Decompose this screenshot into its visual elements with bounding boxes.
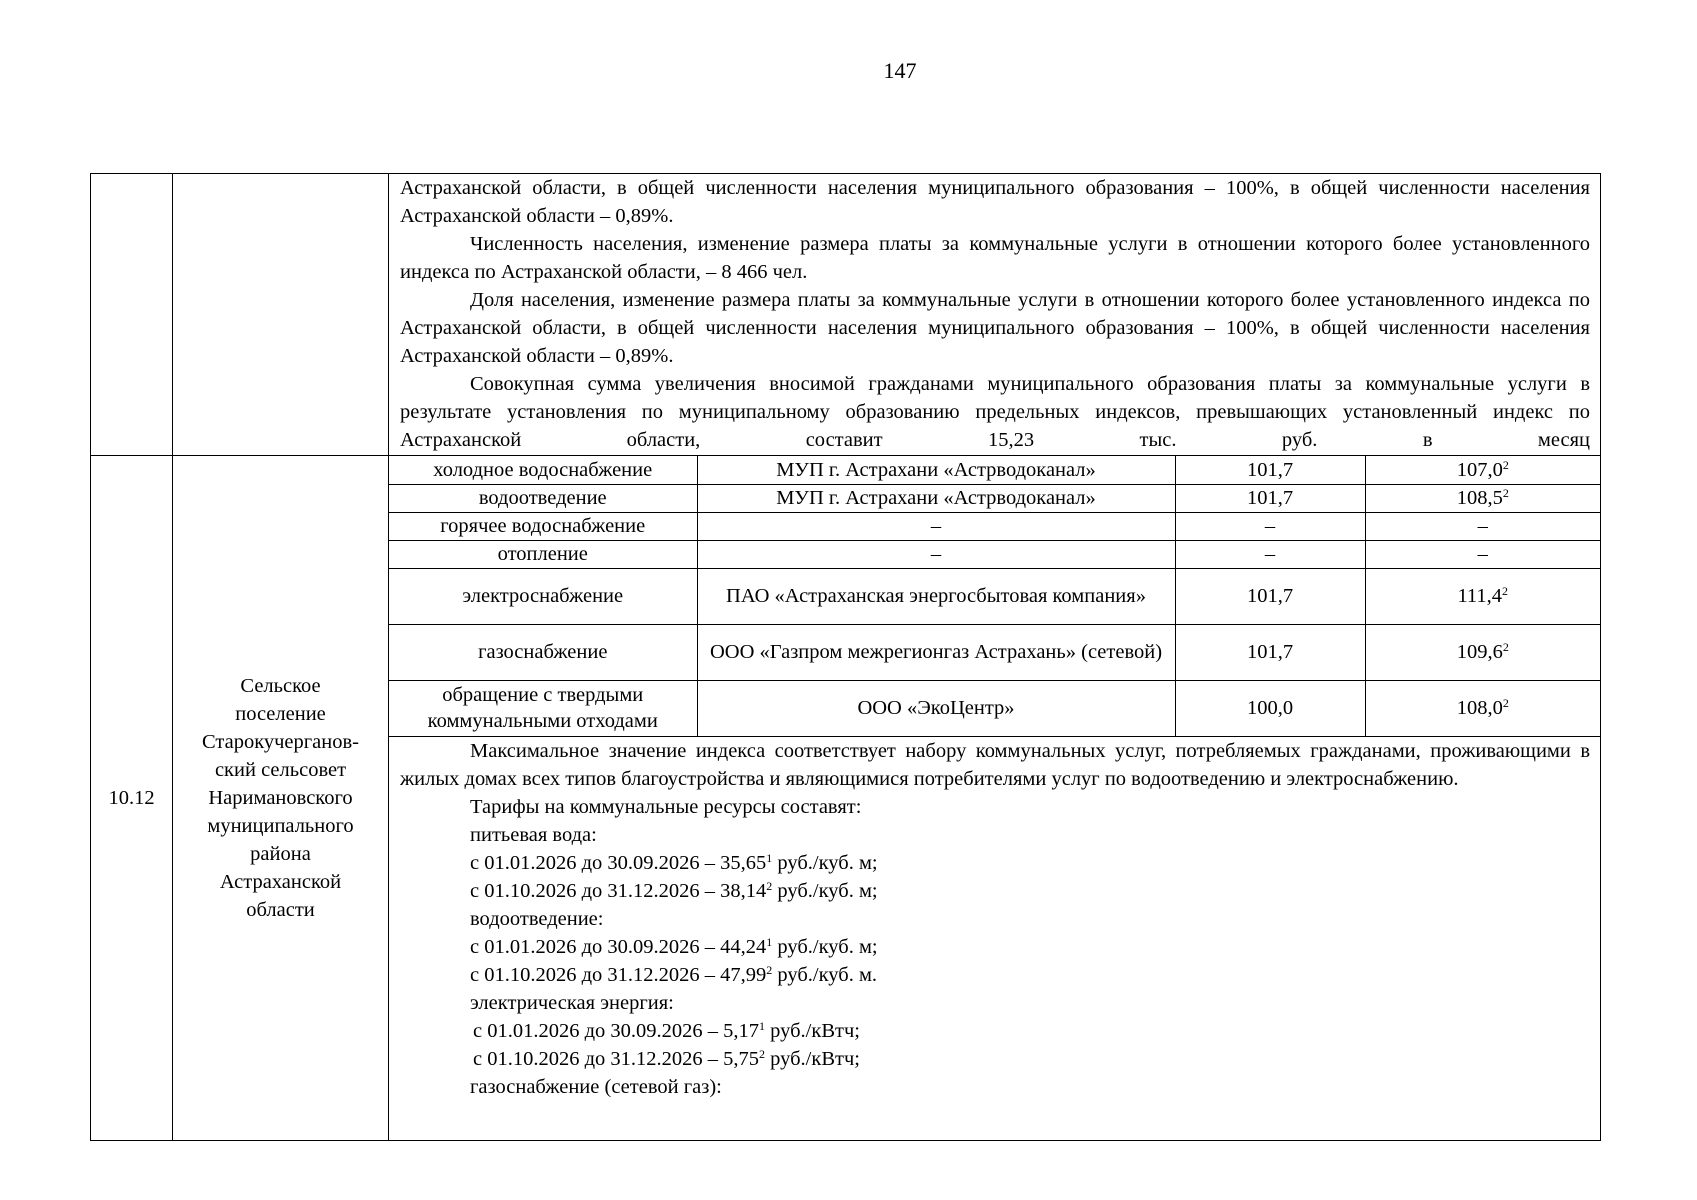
service-index2	[1365, 540, 1600, 568]
service-row	[389, 568, 1600, 624]
tariff-unit: руб./кВтч;	[765, 1047, 860, 1070]
index2-value: 109,6	[1456, 641, 1503, 663]
index2-value: 108,0	[1456, 697, 1503, 719]
service-provider: ООО «ЭкоЦентр»	[697, 680, 1175, 736]
service-index1: 101,7	[1175, 568, 1365, 624]
footnote-mark: 2	[1502, 584, 1509, 598]
tariff-line	[400, 1017, 1590, 1045]
footnote-mark: 1	[766, 850, 773, 865]
footnote-mark: 2	[1502, 640, 1509, 654]
tariff-line	[400, 933, 1590, 961]
municipality-line: муниципального	[207, 815, 354, 837]
paragraph: Совокупная сумма увеличения вносимой гражданами муниципального образования платы за коммунальные услуги в результате установления по муниципальному образованию предельных индексов, превышающих установленный индекс по Астраханской области, составит 15,23 тыс. руб. в месяц	[400, 373, 1590, 451]
tariff-table	[90, 173, 1601, 1141]
footnote-mark: 1	[759, 1018, 766, 1033]
footnote-mark: 2	[1502, 486, 1509, 500]
tariff-text: с 01.01.2026 до 30.09.2026 – 44,24	[470, 935, 767, 958]
service-service: отопление	[389, 540, 697, 568]
tariff-unit: руб./куб. м;	[772, 851, 878, 874]
service-service: обращение с твердыми коммунальными отходами	[389, 680, 697, 736]
service-index2	[1365, 568, 1600, 624]
paragraph: Астраханской области, в общей численности населения муниципального образования – 100%, в общей численности населения Астраханской области – 0,89%.	[400, 177, 1590, 227]
service-index2	[1365, 624, 1600, 680]
footnote-mark: 2	[766, 878, 773, 893]
tariff-text: водоотведение:	[470, 907, 604, 930]
tariff-line	[400, 905, 1590, 933]
page-number: 147	[883, 58, 917, 83]
tariffs-title: Тарифы на коммунальные ресурсы составят:	[470, 795, 862, 818]
service-row	[389, 512, 1600, 540]
paragraph: Численность населения, изменение размера платы за коммунальные услуги в отношении которого более установленного индекса по Астраханской области, – 8 466 чел.	[400, 233, 1590, 283]
tariff-line	[400, 989, 1590, 1017]
table-row-previous	[91, 174, 1601, 456]
footnote-mark: 1	[766, 934, 773, 949]
tariff-text: с 01.01.2026 до 30.09.2026 – 5,17	[473, 1019, 760, 1042]
service-service: горячее водоснабжение	[389, 512, 697, 540]
footnote-mark: 2	[766, 962, 773, 977]
service-row	[389, 456, 1600, 484]
tariff-line	[400, 1045, 1590, 1073]
service-provider: МУП г. Астрахани «Астрводоканал»	[697, 484, 1175, 512]
tariff-unit: руб./кВтч;	[765, 1019, 860, 1042]
service-service: электроснабжение	[389, 568, 697, 624]
municipality-cell-empty	[173, 174, 389, 456]
tariff-list	[400, 821, 1590, 1101]
service-service: газоснабжение	[389, 624, 697, 680]
tariff-text: электрическая энергия:	[470, 991, 674, 1014]
tariff-text: с 01.10.2026 до 31.12.2026 – 5,75	[473, 1047, 760, 1070]
municipality-line: области	[246, 899, 315, 921]
municipality-line: Наримановского	[208, 787, 353, 809]
municipality-line: Сельское	[240, 675, 321, 697]
service-index2	[1365, 680, 1600, 736]
number-cell-empty	[91, 174, 173, 456]
municipality-name	[173, 456, 389, 1141]
service-index2	[1365, 456, 1600, 484]
municipality-line: поселение	[235, 703, 326, 725]
tariff-unit: руб./куб. м;	[772, 935, 878, 958]
municipality-line: района	[250, 843, 311, 865]
service-provider: ООО «Газпром межрегионгаз Астрахань» (сетевой)	[697, 624, 1175, 680]
footnote-mark: 2	[759, 1046, 766, 1061]
index2-value: 108,5	[1456, 487, 1503, 509]
tariff-line	[400, 849, 1590, 877]
index2-value: –	[1477, 515, 1488, 537]
table-row-10-12	[91, 456, 1601, 1141]
index2-value: 111,4	[1457, 585, 1503, 607]
tariff-unit: руб./куб. м;	[772, 879, 878, 902]
index2-value: 107,0	[1456, 458, 1503, 481]
service-provider: –	[697, 540, 1175, 568]
tariff-line	[400, 821, 1590, 849]
tariff-line	[400, 877, 1590, 905]
paragraph: Доля населения, изменение размера платы за коммунальные услуги в отношении которого более установленного индекса по Астраханской области, в общей численности населения муниципального образования – 100%, в общей численности населения Астраханской области – 0,89%.	[400, 289, 1590, 367]
service-index1: –	[1175, 540, 1365, 568]
footnote-mark: 2	[1502, 696, 1509, 710]
municipality-lines	[173, 672, 388, 924]
tariff-text: с 01.10.2026 до 31.12.2026 – 47,99	[470, 963, 767, 986]
municipality-line: Старокучерганов-	[201, 731, 360, 753]
service-service: водоотведение	[389, 484, 697, 512]
service-index2	[1365, 484, 1600, 512]
explanation-block	[389, 737, 1600, 1101]
tariff-text: с 01.01.2026 до 30.09.2026 – 35,65	[470, 851, 767, 874]
tariff-text: с 01.10.2026 до 31.12.2026 – 38,14	[470, 879, 767, 902]
service-row	[389, 540, 1600, 568]
service-service: холодное водоснабжение	[389, 456, 697, 484]
row-number: 10.12	[91, 456, 173, 1141]
tariff-text: питьевая вода:	[470, 823, 597, 846]
max-index-text: Максимальное значение индекса соответствует набору коммунальных услуг, потребляемых гражданами, проживающими в жилых домах всех типов благоустройства и являющимися потребителями услуг по водоотведению и электроснабжению.	[400, 739, 1590, 790]
service-provider: –	[697, 512, 1175, 540]
index2-value: –	[1477, 543, 1488, 565]
service-row	[389, 680, 1600, 736]
tariff-text: газоснабжение (сетевой газ):	[470, 1075, 722, 1098]
tariff-line	[400, 961, 1590, 989]
service-index1: 100,0	[1175, 680, 1365, 736]
service-index1: –	[1175, 512, 1365, 540]
service-provider: ПАО «Астраханская энергосбытовая компания»	[697, 568, 1175, 624]
services-cell	[389, 456, 1601, 1141]
service-provider: МУП г. Астрахани «Астрводоканал»	[697, 456, 1175, 484]
tariff-unit: руб./куб. м.	[772, 963, 878, 986]
continued-text-cell	[389, 174, 1601, 456]
service-index2	[1365, 512, 1600, 540]
tariff-line	[400, 1073, 1590, 1101]
service-row	[389, 624, 1600, 680]
service-index1: 101,7	[1175, 456, 1365, 484]
service-index1: 101,7	[1175, 624, 1365, 680]
footnote-mark: 2	[1502, 457, 1509, 472]
service-index1: 101,7	[1175, 484, 1365, 512]
services-table	[389, 456, 1600, 737]
municipality-line: Астраханской	[219, 871, 342, 893]
municipality-line: ский сельсовет	[214, 759, 347, 781]
service-row	[389, 484, 1600, 512]
